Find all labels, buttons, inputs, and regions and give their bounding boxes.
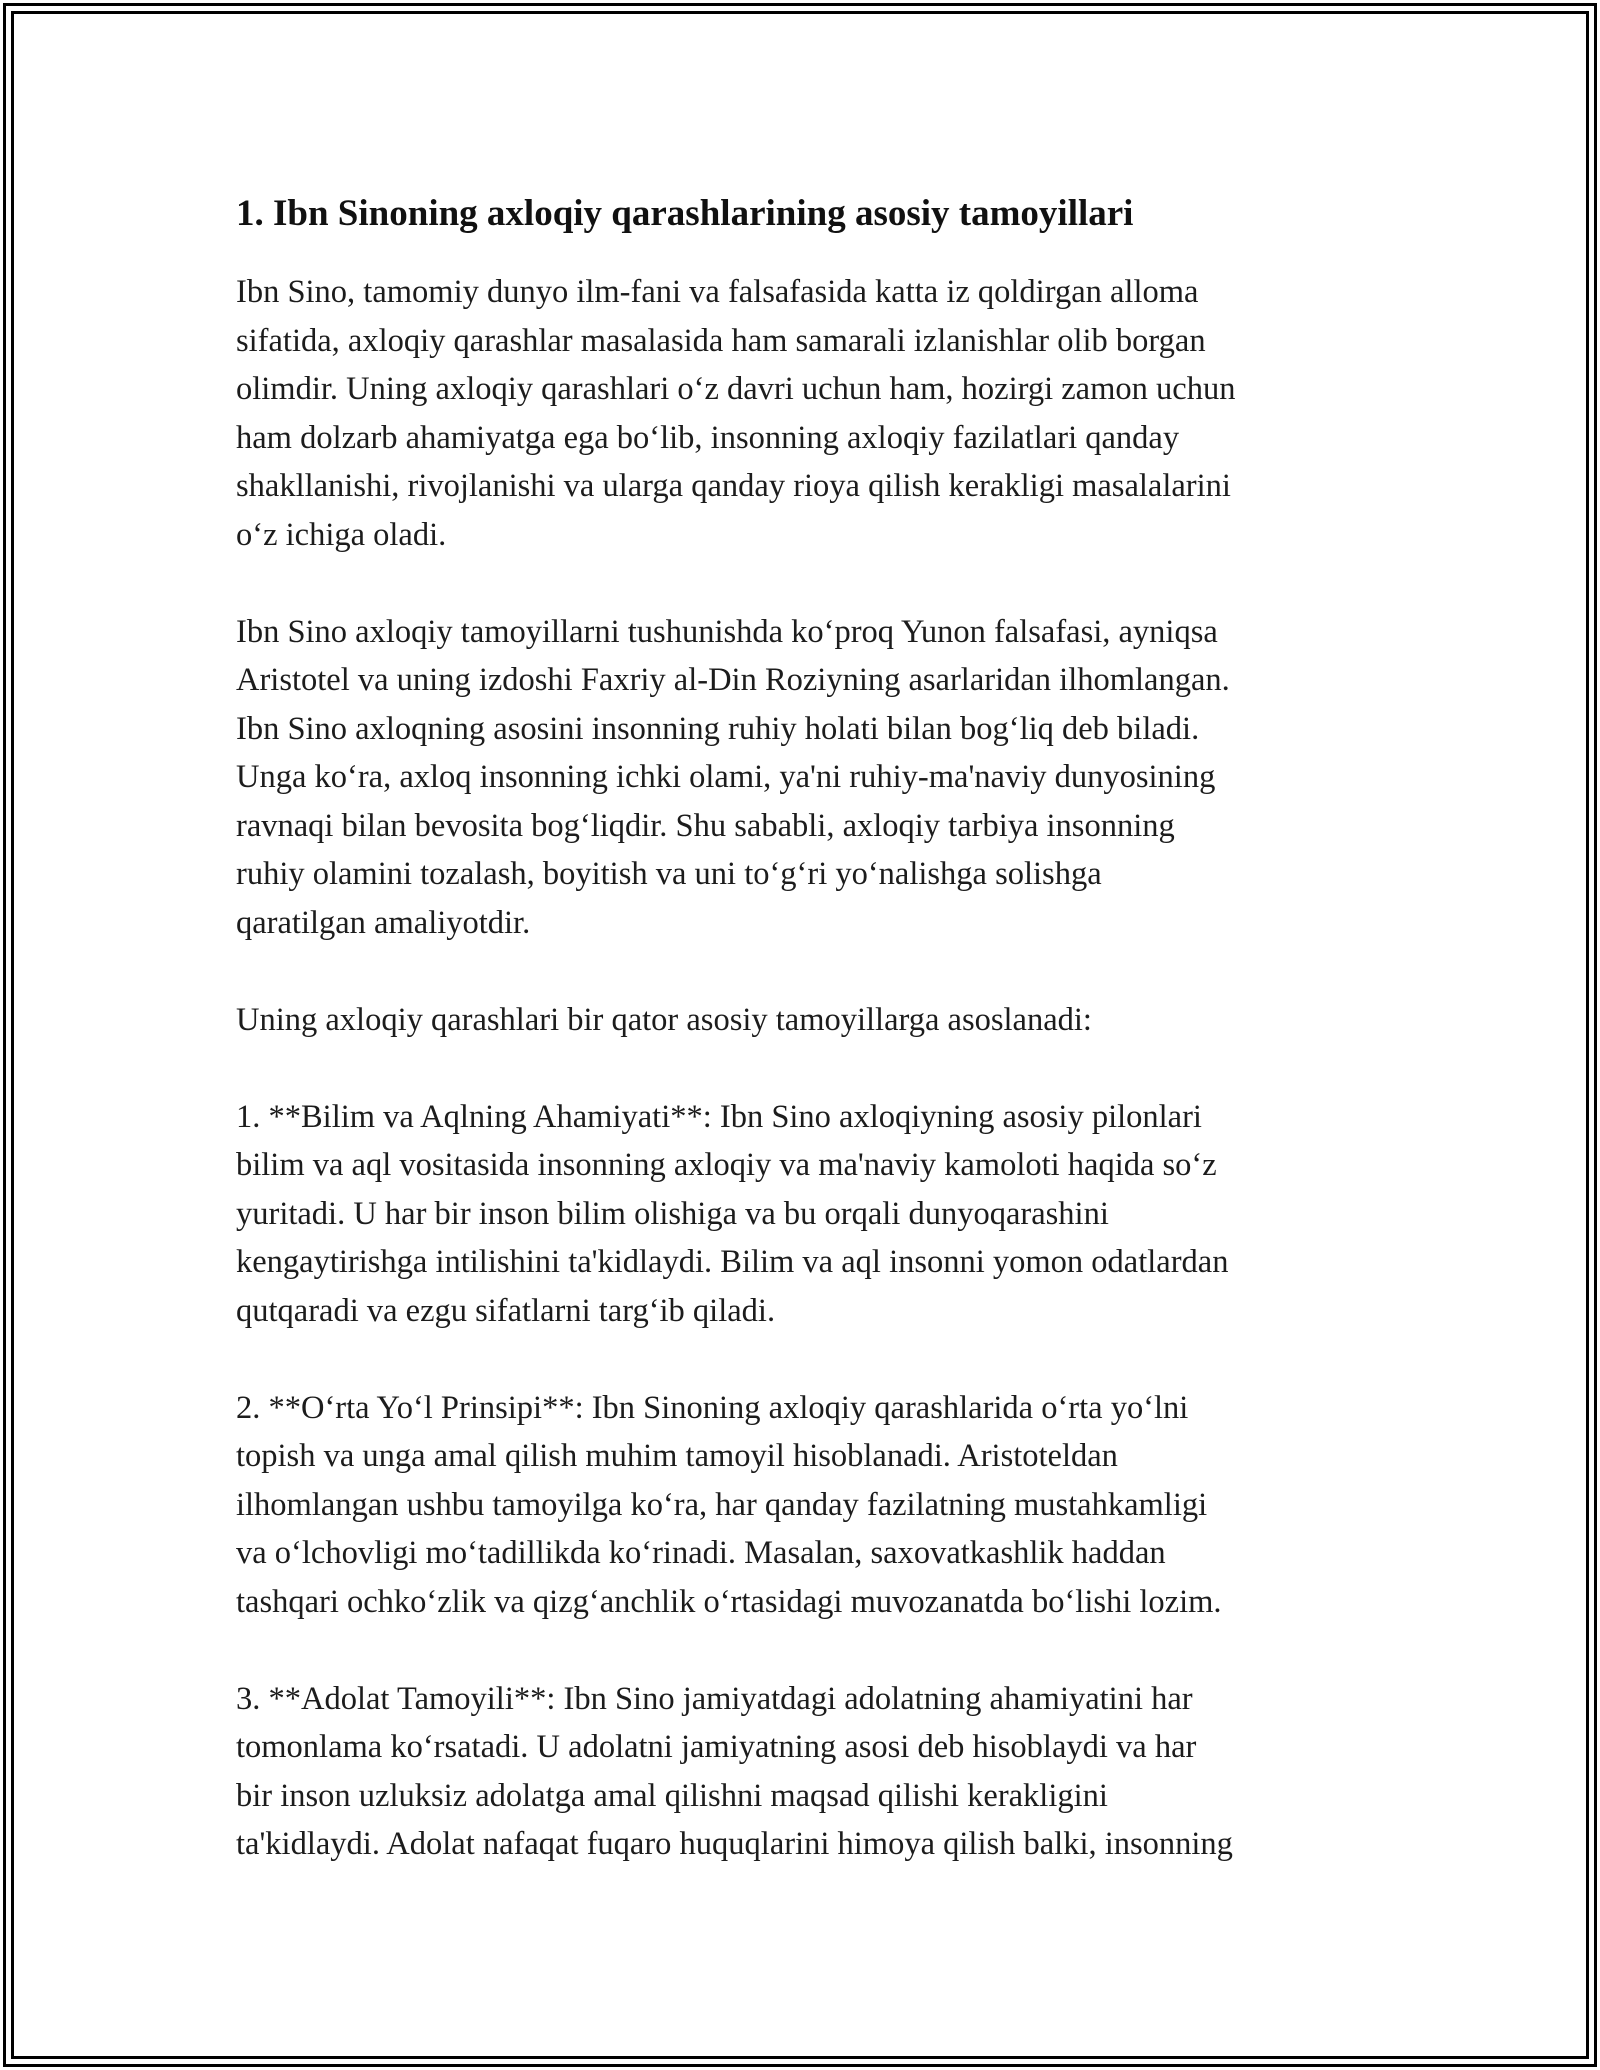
text-line: yuritadi. U har bir inson bilim olishiga va bu orqali dunyoqarashini bbox=[236, 1195, 1109, 1232]
text-line: ham dolzarb ahamiyatga ega bo‘lib, insonning axloqiy fazilatlari qanday bbox=[236, 419, 1180, 456]
text-line: ruhiy olamini tozalash, boyitish va uni to‘g‘ri yo‘nalishga solishga bbox=[236, 856, 1102, 892]
paragraph-6 bbox=[236, 1675, 1376, 1869]
text-line: ilhomlangan ushbu tamoyilga ko‘ra, har qanday fazilatning mustahkamligi bbox=[236, 1486, 1208, 1523]
paragraph-gap bbox=[236, 1044, 1376, 1093]
text-line: o‘z ichiga oladi. bbox=[236, 516, 447, 553]
text-line: ta'kidlaydi. Adolat nafaqat fuqaro huquqlarini himoya qilish balki, insonning bbox=[236, 1826, 1233, 1862]
text-line: Ibn Sino, tamomiy dunyo ilm-fani va falsafasida katta iz qoldirgan alloma bbox=[236, 274, 1199, 310]
text-line: qaratilgan amaliyotdir. bbox=[236, 904, 531, 941]
paragraph-1 bbox=[236, 268, 1376, 559]
text-line: 1. **Bilim va Aqlning Ahamiyati**: Ibn Sino axloqiyning asosiy pilonlari bbox=[236, 1098, 1202, 1135]
paragraph-3 bbox=[236, 996, 1376, 1045]
paragraph-5 bbox=[236, 1384, 1376, 1627]
text-line: bilim va aql vositasida insonning axloqiy va ma'naviy kamoloti haqida so‘z bbox=[236, 1147, 1217, 1183]
text-line: topish va unga amal qilish muhim tamoyil hisoblanadi. Aristoteldan bbox=[236, 1438, 1118, 1474]
text-line: shakllanishi, rivojlanishi va ularga qanday rioya qilish kerakligi masalalarini bbox=[236, 468, 1231, 504]
paragraphs bbox=[236, 268, 1376, 1869]
text-line: ravnaqi bilan bevosita bog‘liqdir. Shu sababli, axloqiy tarbiya insonning bbox=[236, 807, 1175, 844]
text-line: 3. **Adolat Tamoyili**: Ibn Sino jamiyatdagi adolatning ahamiyatini har bbox=[236, 1680, 1193, 1717]
text-line: va o‘lchovligi mo‘tadillikda ko‘rinadi. Masalan, saxovatkashlik haddan bbox=[236, 1535, 1166, 1571]
text-line: Uning axloqiy qarashlari bir qator asosiy tamoyillarga asoslanadi: bbox=[236, 1001, 1092, 1038]
text-line: sifatida, axloqiy qarashlar masalasida ham samarali izlanishlar olib borgan bbox=[236, 322, 1206, 359]
paragraph-gap bbox=[236, 559, 1376, 608]
text-line: 2. **O‘rta Yo‘l Prinsipi**: Ibn Sinoning axloqiy qarashlarida o‘rta yo‘lni bbox=[236, 1389, 1189, 1426]
text-line: Unga ko‘ra, axloq insonning ichki olami, ya'ni ruhiy-ma'naviy dunyosining bbox=[236, 759, 1216, 795]
paragraph-gap bbox=[236, 1626, 1376, 1675]
text-line: bir inson uzluksiz adolatga amal qilishni maqsad qilishi kerakligini bbox=[236, 1777, 1108, 1814]
text-line: Ibn Sino axloqiy tamoyillarni tushunishda ko‘proq Yunon falsafasi, ayniqsa bbox=[236, 613, 1218, 650]
paragraph-2 bbox=[236, 608, 1376, 948]
text-line: Ibn Sino axloqning asosini insonning ruhiy holati bilan bog‘liq deb biladi. bbox=[236, 710, 1200, 747]
paragraph-gap bbox=[236, 1335, 1376, 1384]
text-line: qutqaradi va ezgu sifatlarni targ‘ib qiladi. bbox=[236, 1292, 776, 1329]
text-line: olimdir. Uning axloqiy qarashlari o‘z davri uchun ham, hozirgi zamon uchun bbox=[236, 371, 1236, 407]
text-line: kengaytirishga intilishini ta'kidlaydi. Bilim va aql insonni yomon odatlardan bbox=[236, 1244, 1229, 1280]
text-line: tashqari ochko‘zlik va qizg‘anchlik o‘rtasidagi muvozanatda bo‘lishi lozim. bbox=[236, 1583, 1222, 1620]
document-title: 1. Ibn Sinoning axloqiy qarashlarining asosiy tamoyillari bbox=[236, 193, 1134, 234]
paragraph-4 bbox=[236, 1093, 1376, 1336]
paragraph-gap bbox=[236, 947, 1376, 996]
document-body bbox=[236, 186, 1376, 1869]
text-line: Aristotel va uning izdoshi Faxriy al-Din Roziyning asarlaridan ilhomlangan. bbox=[236, 662, 1230, 698]
text-line: tomonlama ko‘rsatadi. U adolatni jamiyatning asosi deb hisoblaydi va har bbox=[236, 1729, 1197, 1765]
